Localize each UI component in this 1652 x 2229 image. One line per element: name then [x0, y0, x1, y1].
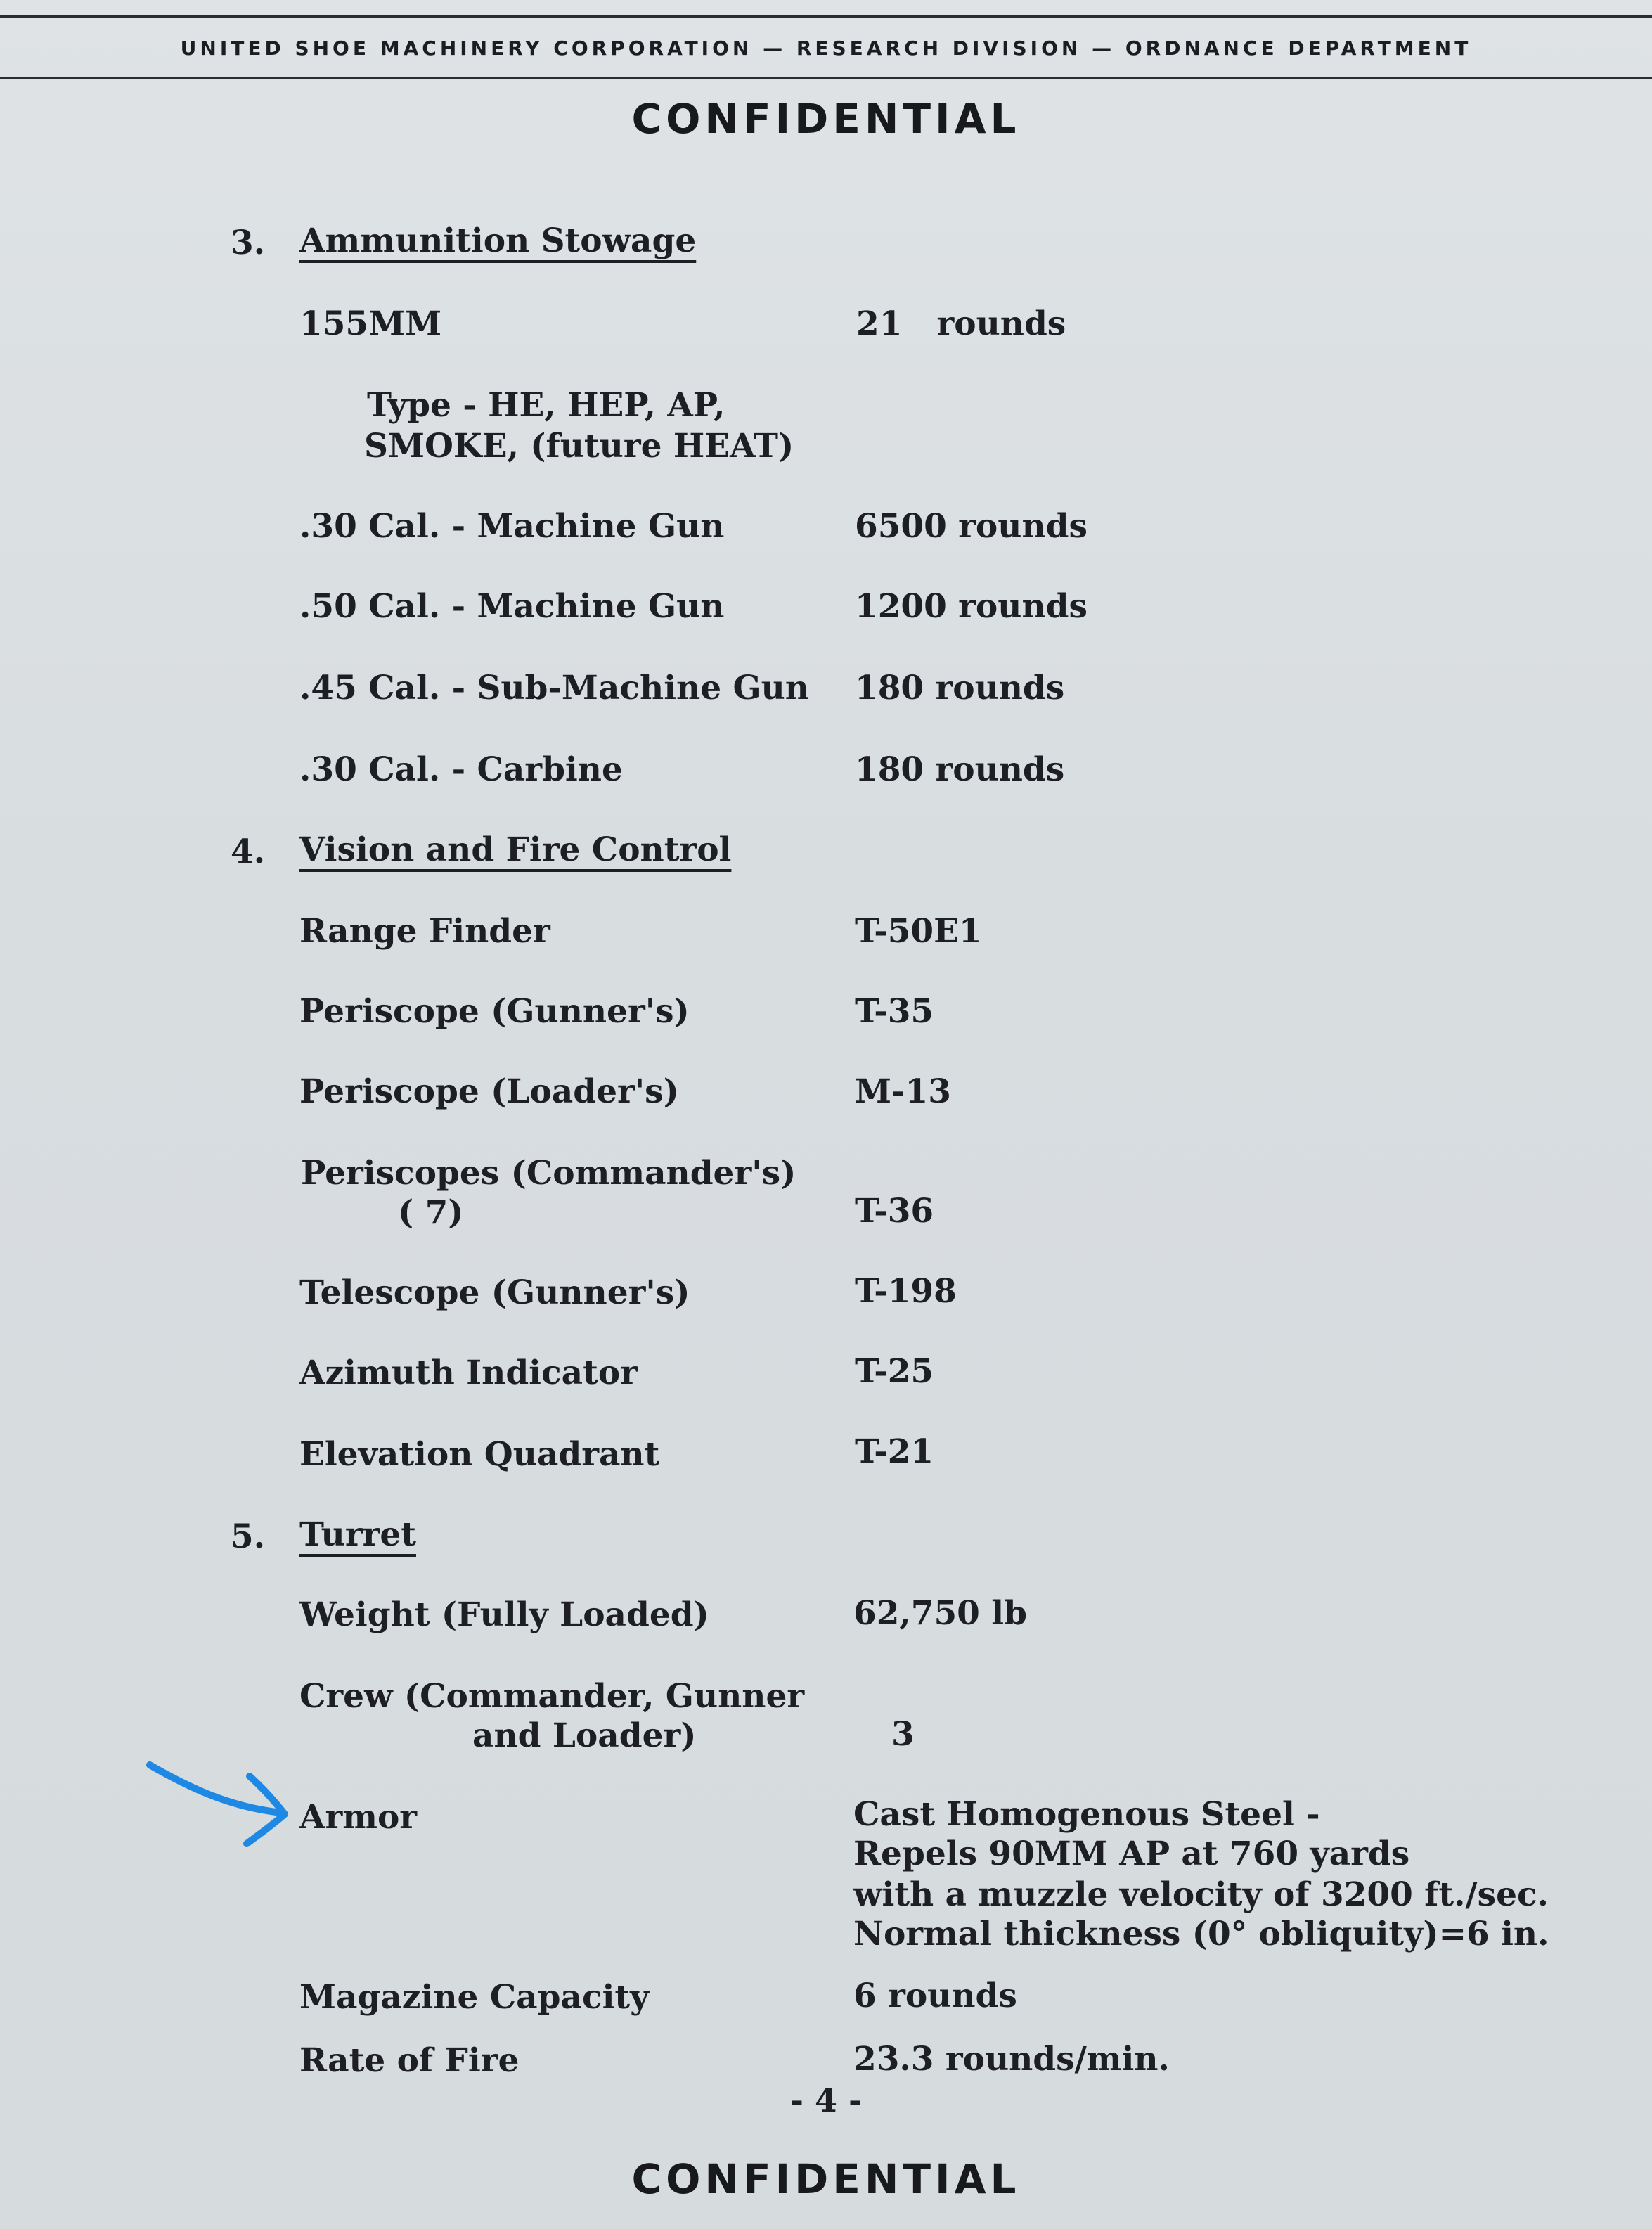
hand-drawn-arrow-icon: [144, 1758, 295, 1849]
row-value: T-25: [855, 1352, 934, 1391]
row-value: 6500 rounds: [855, 507, 1088, 546]
row-value: 3: [891, 1715, 915, 1754]
row-label: .30 Cal. - Carbine: [299, 750, 623, 789]
section-title-vision: Vision and Fire Control: [299, 830, 732, 869]
top-rule: [0, 15, 1652, 18]
row-value: 23.3 rounds/min.: [853, 2040, 1170, 2079]
row-label: Periscope (Gunner's): [299, 992, 690, 1031]
armor-value-line: Cast Homogenous Steel -: [853, 1795, 1320, 1834]
row-value: 62,750 lb: [853, 1594, 1027, 1633]
row-value: 6 rounds: [853, 1977, 1017, 2015]
org-header: UNITED SHOE MACHINERY CORPORATION — RESEARCH DIVISION — ORDNANCE DEPARTMENT: [180, 37, 1472, 60]
row-value: T-36: [855, 1192, 934, 1231]
row-label-cont: and Loader): [472, 1716, 697, 1755]
row-label: Range Finder: [299, 912, 550, 951]
row-value: 21 rounds: [856, 304, 1066, 343]
page-number: - 4 -: [789, 2081, 863, 2119]
armor-value-line: Repels 90MM AP at 760 yards: [853, 1835, 1410, 1873]
row-label: Magazine Capacity: [299, 1978, 650, 2017]
row-value: M-13: [855, 1072, 951, 1111]
row-label-cont: ( 7): [398, 1193, 464, 1232]
row-value: 1200 rounds: [855, 587, 1088, 626]
section-number: 5.: [231, 1517, 266, 1556]
row-label-armor: Armor: [299, 1798, 418, 1837]
ammo-type-line: SMOKE, (future HEAT): [364, 427, 794, 465]
row-value: T-50E1: [855, 912, 982, 951]
section-title-ammunition: Ammunition Stowage: [299, 221, 697, 260]
armor-value-line: with a muzzle velocity of 3200 ft./sec.: [853, 1875, 1549, 1914]
row-label: Periscopes (Commander's): [301, 1154, 796, 1193]
row-label: .30 Cal. - Machine Gun: [299, 507, 725, 546]
classification-bottom: CONFIDENTIAL: [631, 2155, 1021, 2203]
row-label: Crew (Commander, Gunner: [299, 1677, 805, 1716]
row-value: 180 rounds: [855, 750, 1065, 789]
header-rule: [0, 77, 1652, 79]
row-value: T-35: [855, 992, 934, 1031]
section-title-turret: Turret: [299, 1515, 416, 1554]
armor-value-line: Normal thickness (0° obliquity)=6 in.: [853, 1915, 1549, 1953]
row-value: 180 rounds: [855, 669, 1065, 707]
row-label: Azimuth Indicator: [299, 1354, 638, 1392]
row-value: T-198: [855, 1272, 957, 1311]
ammo-type-line: Type - HE, HEP, AP,: [367, 386, 725, 425]
row-label: Elevation Quadrant: [299, 1435, 660, 1474]
row-label: Rate of Fire: [299, 2041, 520, 2080]
section-number: 3.: [231, 224, 266, 262]
row-label: .50 Cal. - Machine Gun: [299, 587, 725, 626]
row-label: .45 Cal. - Sub-Machine Gun: [299, 669, 809, 707]
row-value: T-21: [855, 1432, 934, 1471]
row-label: Weight (Fully Loaded): [299, 1595, 709, 1634]
row-label: Telescope (Gunner's): [299, 1273, 690, 1312]
section-number: 4.: [231, 833, 266, 871]
classification-top: CONFIDENTIAL: [631, 95, 1021, 143]
row-label: Periscope (Loader's): [299, 1072, 679, 1111]
row-label: 155MM: [299, 304, 442, 343]
